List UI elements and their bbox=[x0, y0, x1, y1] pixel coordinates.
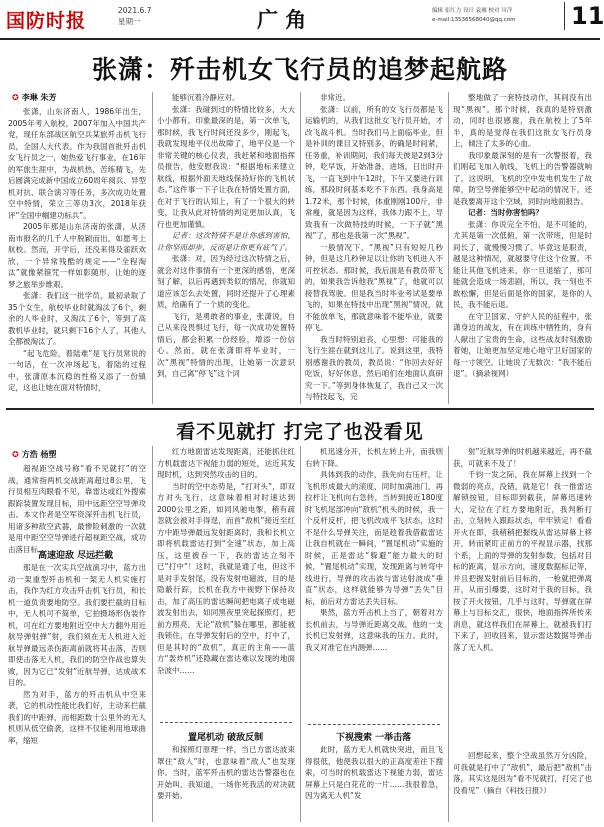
page-number: 11 bbox=[564, 2, 604, 30]
issue-date-block bbox=[118, 5, 151, 27]
paragraph: “起飞危险，着陆难”是飞行员常说的一句话，在一次冲场起飞，着陆的过程中，张潇原本沉稳的性格又添了一份镇定，这也让她在面对特情时， bbox=[8, 348, 146, 392]
editor-line: 编辑 崔红力 设计 袁雁 校对 川洋 bbox=[432, 8, 513, 14]
paragraph: 记者：这次特情不是让你感到害怕，让你坚而却步，反而是让你更有底气了。 bbox=[157, 231, 295, 252]
article2-column-4 bbox=[453, 446, 592, 746]
paragraph: 此时，蓝方无人机就快突进，而且飞得很低，他使我以很大的正高度差往下搜索，可当时的机载雷达下视能力弱，雷达屏幕上只是白花花的一片……我很着急，因为离无人机“发 bbox=[305, 745, 443, 800]
column-divider bbox=[300, 446, 301, 822]
paragraph: 红方地面雷达发现距离，还能抓住红方机载雷达下视能力弱的短处，达近其发现时机，达到突然攻击的目的。 bbox=[157, 447, 295, 479]
editor-email: e-mail:13536568040@qq.com bbox=[432, 17, 516, 23]
article2-subhead-2: 置尾机动 破敌反制 bbox=[188, 733, 264, 743]
paragraph: 当时的空中态势是，“打对头”，即双方对头飞行，这意味着相对时速达到2000公里之距，如同风驰电掣，稍有疏忽就会被对手得逞，而首“敌机”接近至红方中距导弹最远发射距离时，我和长机立即将机载雷达打到“全速”状态，加上高压，这里被吞一下，我的雷达立刻不已“打中”！这时，我就是通了电，但这不是对手发射尾，没有发射电磁波，目的是隐蔽行踪，长机在我方中视野下保持攻击，加了高压的雷达瞬间把电离子成电磁波发射出去，如同黑夜里突起探照灯，把前方照亮，无论“敌机”躲在哪里，都能被我锁住，在导弹发射后的空中，打中了，但是其时的“敌机”，真正的主角——蓝方“轰炸机”还隐藏在雷达难以发现的地面杂波中…… bbox=[157, 481, 295, 675]
paragraph: 张潇：我们这一批学员，最初录取了35个女生，航校毕业时就淘汰了6个，剩余的人毕业时，又淘汰了6个，等到了高教机毕业时，就只剩下16个人了，其他人全都被淘汰了。 bbox=[8, 291, 146, 346]
issue-date: 2021.6.7 bbox=[118, 6, 152, 15]
paragraph: 回想起来，整个空战虽然万分凶险，可我就是打中了“敌机”，最后把“敌机”击落，其实这是因为“看不见就打，打完了也没看见”（摘自《科技日报》） bbox=[453, 751, 592, 795]
section-title: 广 角 bbox=[257, 7, 307, 32]
newspaper-logo: 国防时报 bbox=[6, 10, 87, 32]
article2-column-3 bbox=[305, 446, 443, 722]
paragraph: 非常近。 bbox=[320, 93, 350, 102]
paragraph: 果然，蓝方歼击机上当了，朝着对方长机前去，与导弹近距离交战，他的一支长机已发射弹，这意味我的压力。此时，我又对准它在内测弹…… bbox=[305, 608, 443, 652]
editor-credits bbox=[432, 7, 515, 25]
column-divider bbox=[448, 92, 449, 404]
masthead bbox=[0, 0, 604, 40]
paragraph: 张潇：我碰到过的特情比较多，大大小小都有。印象最深的是，第一次单飞，那时候，我飞行时间还没多少，刚起飞，我就发现地平仪出故障了，地平仪是一个非常关键的核心仪表，我赶紧和地面指挥员报告，他安慰我说：“根据地标来建立航线，根据外面天地线保持好你的飞机状态。”这件事一下子让我在特情处置方面，在对于飞行的认知上，有了一个很大的转变，让我从此对特情的判定更加认真，飞行也更加谨慎。 bbox=[157, 104, 295, 229]
paragraph: 和探照灯原理一样，当已方雷达波束罩住“敌人”时，也意味着“敌人”也发现你。当时，蓝军歼击机的雷达告警器也在开始叫，我知道，一场你死我活的对决就要开始。 bbox=[157, 745, 295, 800]
paragraph: 张潇：以前，所有的女飞行员都是飞运输机的，从我们这批女飞行员开始，才改飞战斗机。当时我们马上面临毕业，但是补训的课目又特别多，的确是时间紧，任务重，补训期间，我们每天彼是2到3分钟，吃早饭，开始准备，进场，日出时开飞，一直飞到中午12时，下午又要进行训练，那段时间基本吃不下东西。我身高是1.72米，那个时候，体重刚刚100斤，非常瘦，就是因为这样，我体力跟不上，导致我有一次做特技的时候，一下子就“黑视”了，那也是我第一次“黑视”。 bbox=[305, 104, 443, 240]
paragraph: 张潇：你说完全不怕，是不可能的，尤其是第一次低俯，第一次带班，但是时间长了，就慢慢习惯了。毕竟这是职责，越是这种情况，就越要守住这个位置。不能让其他飞机进来，你一旦退缩了，那可能就会造成一场悲剧，所以，我一刻也不敢松懈，但是后面是你的国家，是你的人民，我不能后退。 bbox=[453, 219, 592, 309]
article2-column-3-continued bbox=[305, 744, 443, 820]
paragraph: 那是在一次实兵空战演习中，蓝方出动一架重型歼击机和一架无人机实施打击，我作为红方攻击歼击机飞行员，和长机一道负责要地防空。我们要拦截的目标中，无人机可不简单，它拍摄场形伪装作机，可在红方要地附近空中大力翻外用近航导弹射弹”射，我们须在无人机进入近航导弹最远杀伤距离前就将其击落，否则即使击落无人机，我们的防空作战也算失败，因为它已“发射”近航导弹，达成战术目的。 bbox=[8, 563, 146, 687]
paragraph: 记者：当时你害怕吗？ bbox=[468, 208, 543, 217]
paragraph: 在守卫国家、守护人民的征程中，张潇身边的战友，有在训练中牺牲的，身有人献出了宝贵的生命，这些战友时刻激励着她，让她更加坚定地心地守卫好国家的每一寸领空。让她说了无数次：“我不能后退”。（摘录视网） bbox=[453, 311, 592, 378]
article2-headline: 看不见就打 打完了也没看见 bbox=[176, 421, 424, 443]
column-divider bbox=[152, 446, 153, 822]
article2-byline-text: 方浩 杨塑 bbox=[21, 450, 57, 459]
article2-column-2 bbox=[157, 446, 295, 718]
paragraph: 飞行，是勇敢者的事业，张潇说，自己从来没畏惧过飞行，每一次成功处置特情后，都会积累一份经验，增添一份信心。然而，就在张潇即将毕业时，一次“黑视”特情的出现，让她第一次意识到，自己离“停飞”这个词 bbox=[157, 311, 295, 378]
article1-byline-text: 李琳 朱芳 bbox=[21, 93, 57, 102]
article2-column-1 bbox=[8, 562, 146, 820]
star-icon: ✪ bbox=[12, 93, 19, 102]
subhead-rule bbox=[308, 724, 440, 725]
article1-column-3 bbox=[305, 92, 443, 401]
paragraph: 机迅速分开，长机左转上升，而我则右转下降。 bbox=[305, 447, 443, 468]
issue-weekday: 星期一 bbox=[118, 17, 141, 26]
paragraph: 射”近航导弹的时机越来越近，再不截获，可就来不及了！ bbox=[453, 447, 592, 468]
paragraph: 2005年那是山东济南的张潇，从济南市报名的几千人中脱颖而出，如愿考上航校。然而，开学后，还没来得及雀跃欢欣，一个异常残酷的规定——“全程淘汰”就像紧箍咒一样如影随形，让她的逐梦之旅举步维艰。 bbox=[8, 222, 146, 289]
paragraph: 张潇，山东济南人，1986年出生，2005年考入航校，2007年加入中国共产党，现任东部战区航空兵某旅歼击机飞行员，全国人大代表。作为我国首批歼击机女飞行员之一，她热爱飞行事业，在16年的军旅生涯中，为战机热，苦练精飞，先后圆满完成新中国成立60周年阅兵、异型机对抗、联合演习等任务，多次成功处置空中特情，荣立三等功3次，2018年获评“全国中帼建功标兵”。 bbox=[8, 107, 146, 220]
article1-column-4 bbox=[453, 92, 592, 401]
paragraph: 千钧一发之际，我在屏幕上找到一个微弱的亮点，没错，就是它！我一推雷达解锁按钮，目标即到截获，屏幕迅速转大，定位在了红方要地附近，我判断打击，立刻转入跟踪状态，牢牢锁定！看看开火在即，我稍稍把握线从雷达屏幕上移开，转而紧盯正前方的平视显示器，找那个系，上面的导弹的发射参数，包括对目标的距离，显示方向，速度数据标记等，并且把握发射前后目标的，一枪就把弹离开，从而引爆要，这时对于我的目标，我按了开火按钮，几乎与这时，导弹就在屏幕上与目标交汇，很快，地面指挥所传来消息，就这样我们在屏幕上，就被我们打下来了，回收回来，显示雷达数据导弹击落了无人机。 bbox=[453, 470, 592, 652]
article-separator bbox=[6, 408, 594, 410]
paragraph: 一般情况下，“黑视”只有短短几秒钟，但是这几秒钟足以让你的飞机进入不可控状态。那时候，我后面是有教员带飞的，如果我告诉他我“黑视”了，他就可以接替我驾驶。但是我当时毕业考试是要单飞的，如果在特技中出现“黑视”情况，就不能放单飞，那就意味着不能毕业，就要停飞。 bbox=[305, 242, 443, 332]
column-divider bbox=[152, 92, 153, 404]
article1-headline: 张潇：歼击机女飞行员的追梦起航路 bbox=[91, 55, 508, 84]
article2-subhead-3: 下视搜索 一举击落 bbox=[336, 733, 412, 743]
article1-column-1 bbox=[8, 106, 146, 401]
article1-column-2 bbox=[157, 92, 295, 401]
column-divider bbox=[300, 92, 301, 404]
article1-byline bbox=[12, 92, 57, 103]
paragraph: 张潇：对，因为经过这次特情之后，就会对这件事情有一个更深的感悟，更深刻了解，以后再遇到类似的情况，你就知道应该怎么去处置，同时还提升了心理素质，给确有了一个质的变化。 bbox=[157, 254, 295, 309]
article2-byline bbox=[12, 449, 57, 460]
paragraph: 超视距空战号称“看不见就打”的空战，通常指两机交战距离超过8公里，飞行员相互肉眼看不见，靠雷达或红外搜索跟踪装置发现目标，用中远距空空导弹攻击。本文作者是空军资深歼击机飞行员，用诸多种敌空武器，最惨险刺激的一次就是用中距空空导弹进行超视距空战，成功击落目标。 bbox=[8, 464, 146, 554]
star-icon: ✪ bbox=[12, 450, 19, 459]
column-divider bbox=[448, 446, 449, 822]
article2-intro bbox=[8, 463, 146, 554]
article2-column-2-continued bbox=[157, 744, 295, 820]
subhead-rule bbox=[160, 722, 292, 723]
article2-column-4-continued bbox=[453, 750, 592, 820]
paragraph: 我印象最深刻的是有一次警报着，我们刚起飞加入航线，飞机上的告警器就响了，这说明，飞机的空中发电机发生了故障，防空导弹能够空中起动的情况下，还是我要离开这个空域，同时向地面报告。 bbox=[453, 150, 592, 206]
paragraph: 整地做了一套特技动作，其间没有出现“黑视”。那个时候，我真的是特别激动，同时也很感谢，我在航校上了5年半，真的是觉得在我们这批女飞行员身上，倾注了太多的心血。 bbox=[453, 93, 592, 148]
paragraph: 具体到我的动作，我先向右压杆，让飞机形成最大的滚度，同时加满油门，再拉杆让飞机向右急转，当转到接近180度时飞机尾部冲向“敌机”机头的时候，我一个反杆反杆，把飞机改成平飞状态，这时不是什么导弹关注，而是趁着我借截雷达让我自机就在一瞬间，“置尾机动”实施的时候，正是雷达“躲避”能力最大的时候，“置尾机动”实现，发现距离与转弯中线进行，导弹的攻击波与雷达射波成“垂直”状态，这样就能够为导弹“丢失”目标，前后对方雷达丢失目标。 bbox=[305, 470, 443, 606]
paragraph: 能够沉着冷静应对。 bbox=[172, 93, 240, 102]
article2-subhead-1: 高速迎敌 尽远拦截 bbox=[38, 551, 114, 561]
paragraph: 我当时特别迫丧，心里想：可能我的飞行生涯在就到这儿了。说到这里，我特别感谢我的教员，教员说：“你回去好好吃饭，好好休息，然后咱们在地面认真研究一下。”等到身体恢复了，我自己又一次与特技起飞，完 bbox=[305, 334, 443, 401]
paragraph: 然为对手，蓝方的歼击机从中空来袭，它的机动性能比我们好，主动来拦截我们的中距弹，而相距数十公里外的无人机则从低空偷袭，这样不仅能利用地球曲率，缩短 bbox=[8, 689, 146, 745]
